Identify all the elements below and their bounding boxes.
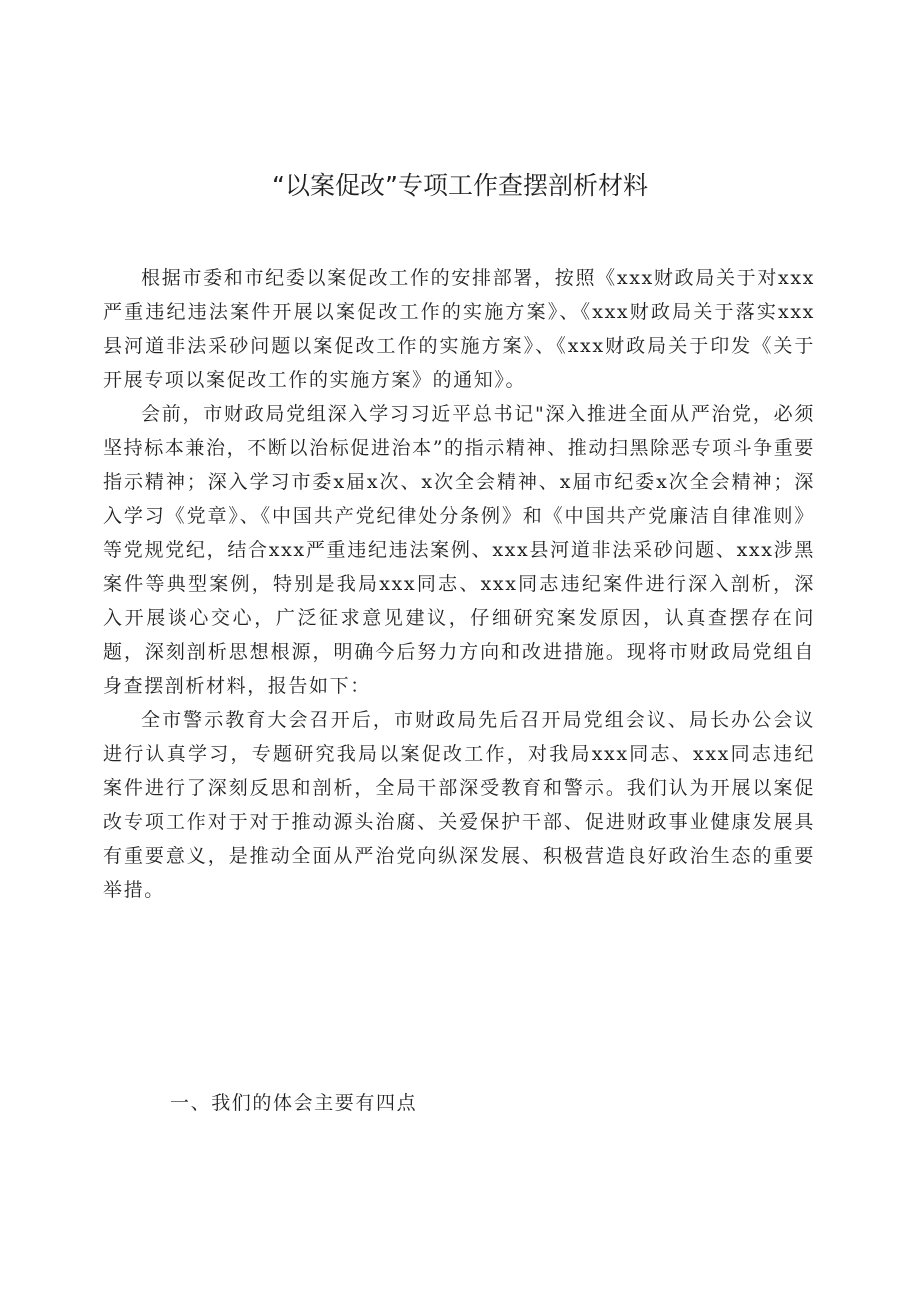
page-title: “以案促改”专项工作查摆剖析材料 <box>272 171 648 200</box>
paragraph-study: 会前，市财政局党组深入学习习近平总书记"深入推进全面从严治党，必须坚持标本兼治，不断以治标促进治本”的指示精神、推动扫黑除恶专项斗争重要指示精神；深入学习市委x届x次、x次全会精神、x届市纪委x次全会精神；深入学习《党章》、《中国共产党纪律处分条例》和《中国共产党廉洁自律准则》等党规党纪，结合xxx严重违纪违法案例、xxx县河道非法采砂问题、xxx涉黑案件等典型案例，特别是我局xxx同志、xxx同志违纪案件进行深入剖析，深入开展谈心交心，广泛征求意见建议，仔细研究案发原因，认真查摆存在问题，深刻剖析思想根源，明确今后努力方向和改进措施。现将市财政局党组自身查摆剖析材料，报告如下： <box>103 403 815 697</box>
paragraph-intro: 根据市委和市纪委以案促改工作的安排部署，按照《xxx财政局关于对xxx严重违纪违法案件开展以案促改工作的实施方案》、《xxx财政局关于落实xxx县河道非法采砂问题以案促改工作的实施方案》、《xxx财政局关于印发《关于开展专项以案促改工作的实施方案》的通知》。 <box>103 267 815 391</box>
section-heading: 一、我们的体会主要有四点 <box>170 1092 418 1114</box>
paragraph-conference: 全市警示教育大会召开后，市财政局先后召开局党组会议、局长办公会议进行认真学习，专题研究我局以案促改工作，对我局xxx同志、xxx同志违纪案件进行了深刻反思和剖析，全局干部深受教育和警示。我们认为开展以案促改专项工作对于对于推动源头治腐、关爱保护干部、促进财政事业健康发展具有重要意义，是推动全面从严治党向纵深发展、积极营造良好政治生态的重要举措。 <box>103 709 815 901</box>
document-body <box>103 261 815 907</box>
